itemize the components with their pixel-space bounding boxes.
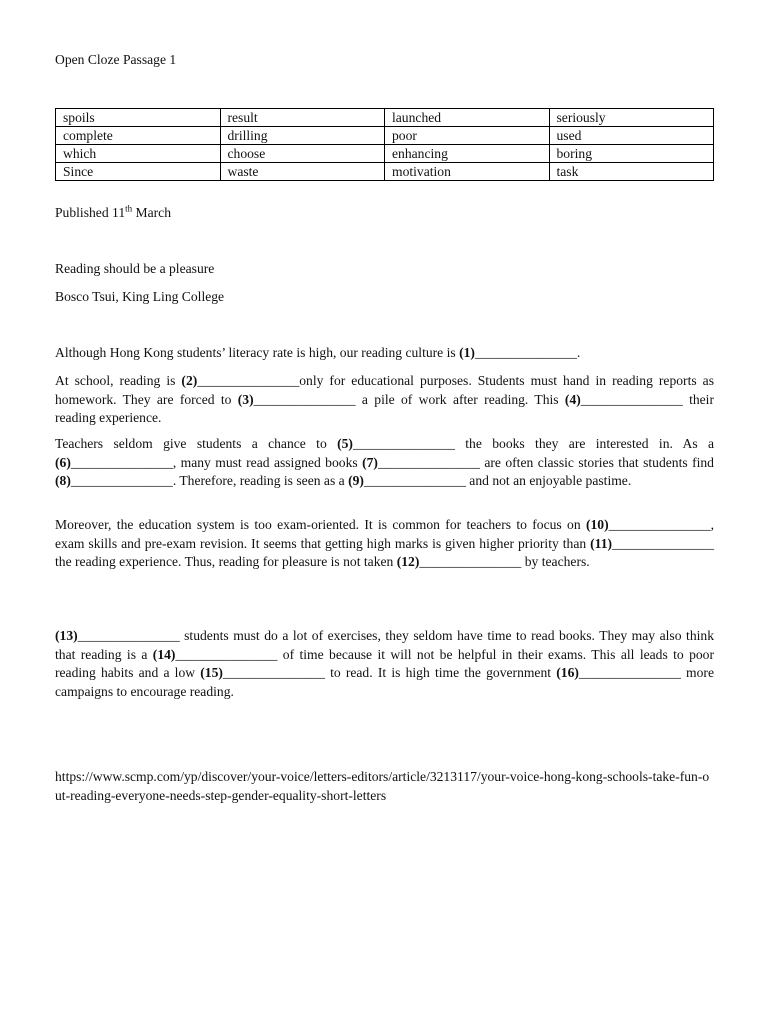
- text-segment: At school, reading is: [55, 373, 182, 388]
- blank-number: (11): [590, 535, 613, 551]
- text-segment: students must do a lot of exercises, they seldom have time to read books. They may also think that reading is a: [55, 628, 714, 662]
- paragraph-2: [55, 372, 714, 428]
- blank-number: (7): [362, 454, 378, 470]
- word-cell: waste: [220, 163, 385, 181]
- source-url: https://www.scmp.com/yp/discover/your-voice/letters-editors/article/3213117/your-voice-hong-kong-schools-take-fun-out-reading-everyone-needs-step-gender-equality-short-letters: [55, 769, 710, 803]
- blank-line: _______________: [612, 535, 714, 551]
- text-segment: , exam skills and pre-exam revision. It seems that getting high marks is given higher priority than: [55, 517, 714, 551]
- blank-line: _______________: [222, 665, 325, 681]
- blank-number: (12): [396, 554, 420, 570]
- text-segment: the books they are interested in. As a: [454, 436, 714, 451]
- text-segment: . Therefore, reading is seen as a: [172, 473, 349, 489]
- blank-line: _______________: [474, 345, 577, 360]
- paragraph-1: [55, 344, 714, 363]
- text-segment: the reading experience. Thus, reading for pleasure is not taken: [55, 554, 397, 570]
- word-cell: Since: [56, 163, 221, 181]
- blank-number: (13): [55, 628, 78, 643]
- text-segment: , many must read assigned books: [172, 454, 363, 470]
- blank-line: _______________: [70, 473, 173, 489]
- word-cell: spoils: [56, 109, 221, 127]
- text-segment: more campaigns to encourage reading.: [55, 665, 714, 699]
- blank-line: _______________: [197, 373, 300, 388]
- paragraph-5: [55, 627, 714, 701]
- blank-number: (2): [181, 373, 198, 388]
- text-segment: to read. It is high time the government: [324, 665, 557, 681]
- blank-number: (16): [556, 665, 579, 681]
- word-cell: drilling: [220, 127, 385, 145]
- word-cell: choose: [220, 145, 385, 163]
- article-headline: Reading should be a pleasure: [55, 261, 215, 276]
- published-ordinal: th: [125, 203, 133, 214]
- text-segment: and not an enjoyable pastime.: [465, 473, 632, 489]
- paragraph-3: [55, 435, 714, 491]
- text-segment: Although Hong Kong students’ literacy rate is high, our reading culture is: [55, 345, 460, 360]
- table-row: [56, 127, 714, 145]
- text-segment: of time because it will not be helpful in their exams. This all leads to poor reading habits and a low: [55, 646, 715, 681]
- word-cell: launched: [385, 109, 550, 127]
- blank-number: (4): [564, 391, 581, 407]
- blank-number: (14): [152, 646, 176, 662]
- text-segment: by teachers.: [521, 554, 590, 570]
- text-segment: a pile of work after reading. This: [355, 391, 565, 407]
- text-segment: Moreover, the education system is too exam-oriented. It is common for teachers to focus on: [55, 517, 586, 532]
- blank-line: _______________: [580, 391, 683, 407]
- blank-line: _______________: [77, 628, 180, 643]
- text-segment: Teachers seldom give students a chance to: [55, 436, 338, 451]
- blank-number: (9): [348, 473, 364, 489]
- word-cell: complete: [56, 127, 221, 145]
- text-segment: .: [576, 345, 581, 360]
- blank-line: _______________: [363, 473, 466, 489]
- text-segment: only for educational purposes. Students must hand in reading reports as homework. They are forced to: [55, 373, 714, 407]
- blank-line: _______________: [70, 454, 173, 470]
- document-title: Open Cloze Passage 1: [55, 52, 177, 67]
- blank-line: _______________: [608, 517, 711, 532]
- blank-number: (5): [337, 436, 353, 451]
- blank-line: _______________: [175, 646, 278, 662]
- word-bank-table: [55, 108, 714, 181]
- blank-line: _______________: [419, 554, 522, 570]
- blank-number: (10): [585, 517, 609, 532]
- word-cell: motivation: [385, 163, 550, 181]
- word-cell: result: [220, 109, 385, 127]
- table-row: [56, 145, 714, 163]
- published-date: [55, 205, 171, 221]
- published-suffix: March: [132, 205, 172, 220]
- word-cell: used: [549, 127, 714, 145]
- blank-number: (6): [55, 454, 71, 470]
- blank-line: _______________: [253, 391, 356, 407]
- table-row: [56, 163, 714, 181]
- blank-number: (15): [200, 665, 223, 681]
- blank-line: _______________: [377, 454, 480, 470]
- word-cell: which: [56, 145, 221, 163]
- published-prefix: Published 11: [55, 205, 126, 220]
- word-cell: poor: [385, 127, 550, 145]
- word-cell: boring: [549, 145, 714, 163]
- table-row: [56, 109, 714, 127]
- word-cell: enhancing: [385, 145, 550, 163]
- text-segment: are often classic stories that students find: [479, 454, 714, 470]
- blank-line: _______________: [578, 665, 681, 681]
- paragraph-4: [55, 516, 714, 572]
- text-segment: their reading experience.: [55, 391, 714, 426]
- blank-line: _______________: [352, 436, 455, 451]
- blank-number: (8): [55, 473, 71, 489]
- word-cell: task: [549, 163, 714, 181]
- word-cell: seriously: [549, 109, 714, 127]
- blank-number: (1): [459, 345, 475, 360]
- article-byline: Bosco Tsui, King Ling College: [55, 289, 225, 304]
- blank-number: (3): [237, 391, 254, 407]
